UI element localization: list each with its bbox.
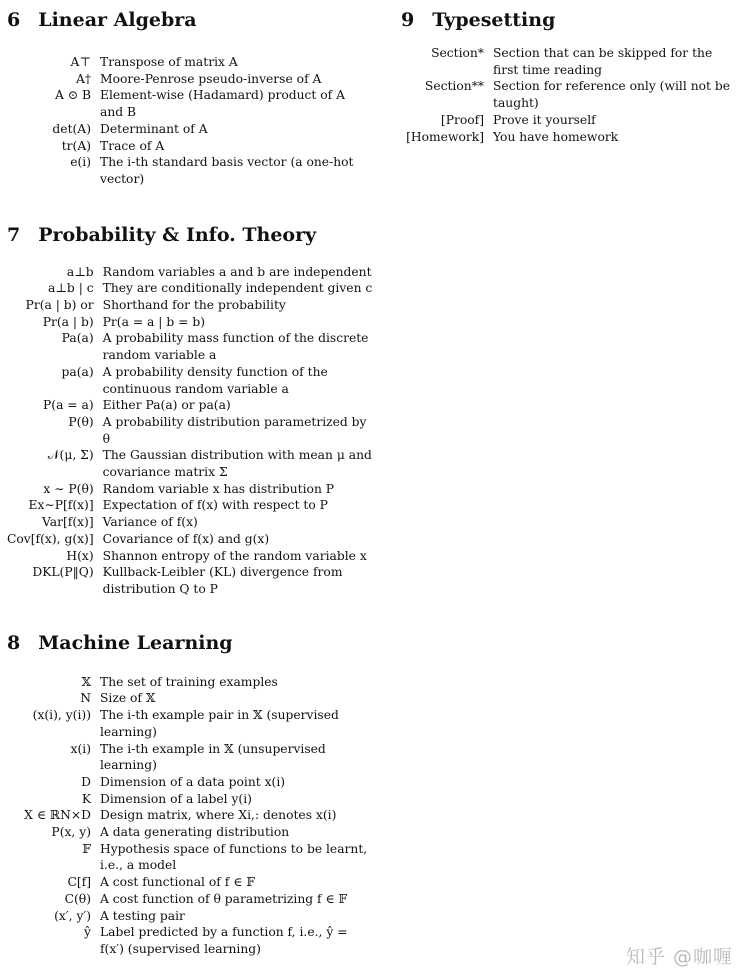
notation-symbol: P(θ) xyxy=(68,414,94,429)
section-title: Linear Algebra xyxy=(38,9,197,31)
notation-row xyxy=(7,314,373,331)
notation-row xyxy=(401,45,739,78)
notation-row xyxy=(7,891,370,908)
notation-row xyxy=(7,414,373,447)
section-heading xyxy=(7,224,387,246)
notation-row xyxy=(7,447,373,480)
notation-desc: A probability distribution parametrized by θ xyxy=(102,414,367,446)
notation-row xyxy=(7,280,373,297)
section-heading xyxy=(401,9,747,31)
notation-row xyxy=(7,841,370,874)
notation-symbol: ŷ xyxy=(84,925,91,940)
notation-symbol: Pa(a) xyxy=(61,331,94,346)
notation-symbol: 𝒩(μ, Σ) xyxy=(47,448,94,463)
notation-symbol: tr(A) xyxy=(61,138,91,153)
notation-desc: The i-th example in 𝕏 (unsupervised learning) xyxy=(100,741,326,773)
section-number: 8 xyxy=(7,631,21,654)
notation-symbol: det(A) xyxy=(52,121,91,136)
notation-desc: Prove it yourself xyxy=(493,112,596,127)
section-title: Typesetting xyxy=(432,9,556,31)
notation-row xyxy=(7,564,373,597)
notation-desc: Design matrix, where Xi,: denotes x(i) xyxy=(100,808,337,823)
notation-row xyxy=(7,264,373,281)
notation-row xyxy=(7,330,373,363)
notation-desc: Random variables a and b are independent xyxy=(102,264,372,279)
notation-row xyxy=(7,481,373,498)
section-number: 6 xyxy=(7,9,21,31)
notation-symbol: Pr(a | b) or xyxy=(25,298,94,313)
notation-desc: Shorthand for the probability xyxy=(102,298,286,313)
notation-symbol: P(a = a) xyxy=(43,398,94,413)
notation-symbol: H(x) xyxy=(66,548,94,563)
notation-row xyxy=(7,297,373,314)
notation-row xyxy=(7,807,370,824)
notation-row xyxy=(7,364,373,397)
notation-row xyxy=(7,824,370,841)
section-title: Machine Learning xyxy=(38,631,233,654)
notation-desc: Trace of A xyxy=(100,138,165,153)
notation-desc: Size of 𝕏 xyxy=(100,691,156,706)
notation-row xyxy=(7,674,370,691)
notation-symbol: A⊤ xyxy=(70,55,91,69)
notation-desc: The i-th example pair in 𝕏 (supervised learning) xyxy=(100,708,339,739)
notation-table xyxy=(7,264,373,598)
notation-table xyxy=(401,45,739,145)
notation-row xyxy=(7,707,370,740)
notation-symbol: a⊥b xyxy=(66,264,94,279)
notation-desc: Random variable x has distribution P xyxy=(102,481,335,496)
notation-row xyxy=(7,71,370,88)
notation-row xyxy=(7,908,370,925)
notation-desc: They are conditionally independent given c xyxy=(102,281,373,296)
notation-desc: Covariance of f(x) and g(x) xyxy=(102,531,270,546)
notation-desc: You have homework xyxy=(493,129,619,144)
notation-symbol: x(i) xyxy=(70,741,91,756)
notation-symbol: a⊥b | c xyxy=(48,281,94,296)
notation-desc: Element-wise (Hadamard) product of A and B xyxy=(100,88,346,120)
notation-symbol: D xyxy=(81,774,91,789)
section-typesetting xyxy=(401,9,747,145)
notation-symbol: e(i) xyxy=(70,155,91,170)
notation-symbol: A† xyxy=(75,71,91,86)
notation-symbol: Section** xyxy=(424,79,484,94)
section-machine-learning xyxy=(7,632,387,958)
notation-symbol: 𝕏 xyxy=(81,674,91,689)
notation-symbol: 𝔽 xyxy=(82,841,91,856)
notation-desc: A data generating distribution xyxy=(100,825,290,840)
notation-desc: The i-th standard basis vector (a one-hot vector) xyxy=(100,155,354,186)
watermark: 知乎 @咖喱 xyxy=(625,946,733,968)
notation-symbol: pa(a) xyxy=(61,364,94,379)
notation-symbol: A ⊙ B xyxy=(54,88,91,103)
notation-desc: A cost function of θ parametrizing f ∈ 𝔽 xyxy=(100,891,348,906)
section-number: 7 xyxy=(7,223,21,246)
notation-desc: Kullback-Leibler (KL) divergence from distribution Q to P xyxy=(102,565,343,596)
notation-desc: The Gaussian distribution with mean μ and covariance matrix Σ xyxy=(102,448,372,480)
notation-desc: A testing pair xyxy=(100,908,185,923)
notation-row xyxy=(401,129,739,146)
notation-symbol: DKL(P‖Q) xyxy=(32,565,94,580)
section-heading xyxy=(7,632,387,654)
notation-row xyxy=(7,154,370,187)
notation-desc: Section for reference only (will not be taught) xyxy=(493,79,731,111)
notation-table xyxy=(7,674,370,958)
notation-row xyxy=(401,112,739,129)
notation-symbol: Ex∼P[f(x)] xyxy=(28,498,94,513)
notation-desc: A probability density function of the continuous random variable a xyxy=(102,364,328,396)
notation-row xyxy=(7,690,370,707)
notation-row xyxy=(401,78,739,111)
notation-desc: The set of training examples xyxy=(100,674,278,689)
notation-symbol: (x′, y′) xyxy=(54,908,91,923)
notation-desc: Moore-Penrose pseudo-inverse of A xyxy=(100,71,322,86)
notation-row xyxy=(7,54,370,71)
section-number: 9 xyxy=(401,9,415,31)
notation-symbol: C[f] xyxy=(67,875,91,890)
notation-symbol: [Proof] xyxy=(440,112,484,127)
section-heading xyxy=(7,9,387,31)
notation-table xyxy=(7,54,370,188)
notation-row xyxy=(7,121,370,138)
notation-desc: Transpose of matrix A xyxy=(100,55,238,69)
notation-symbol: K xyxy=(81,791,91,806)
notation-symbol: Section* xyxy=(431,46,484,60)
notation-desc: Pr(a = a | b = b) xyxy=(102,314,206,329)
notation-desc: Label predicted by a function f, i.e., ŷ = f(x′) (supervised learning) xyxy=(100,925,348,956)
notation-symbol: Var[f(x)] xyxy=(42,515,94,530)
notation-row xyxy=(7,874,370,891)
notation-desc: A probability mass function of the discrete random variable a xyxy=(102,331,369,363)
notation-row xyxy=(7,774,370,791)
notation-row xyxy=(7,514,373,531)
section-linear-algebra xyxy=(7,9,387,188)
notation-desc: Expectation of f(x) with respect to P xyxy=(102,498,328,513)
notation-symbol: x ∼ P(θ) xyxy=(43,481,94,496)
notation-row xyxy=(7,497,373,514)
notation-row xyxy=(7,924,370,957)
notation-symbol: C(θ) xyxy=(64,891,91,906)
notation-row xyxy=(7,548,373,565)
notation-row xyxy=(7,741,370,774)
notation-symbol: (x(i), y(i)) xyxy=(32,708,91,723)
notation-symbol: Cov[f(x), g(x)] xyxy=(7,531,94,546)
section-title: Probability & Info. Theory xyxy=(38,223,317,246)
notation-desc: Dimension of a label y(i) xyxy=(100,791,252,806)
notation-symbol: P(x, y) xyxy=(51,825,91,840)
notation-symbol: Pr(a | b) xyxy=(42,314,94,329)
notation-desc: Hypothesis space of functions to be learnt, i.e., a model xyxy=(100,841,368,873)
notation-row xyxy=(7,397,373,414)
notation-desc: Section that can be skipped for the first time reading xyxy=(493,46,713,77)
notation-desc: Either Pa(a) or pa(a) xyxy=(102,398,231,413)
notation-row xyxy=(7,87,370,120)
notation-desc: Shannon entropy of the random variable x xyxy=(102,548,367,563)
notation-desc: Dimension of a data point x(i) xyxy=(100,774,286,789)
notation-symbol: N xyxy=(80,691,91,706)
notation-row xyxy=(7,531,373,548)
notation-desc: A cost functional of f ∈ 𝔽 xyxy=(100,875,255,890)
section-probability xyxy=(7,224,387,598)
notation-row xyxy=(7,791,370,808)
notation-symbol: [Homework] xyxy=(406,129,484,144)
notation-row xyxy=(7,138,370,155)
notation-desc: Variance of f(x) xyxy=(102,515,198,530)
notation-symbol: X ∈ ℝN×D xyxy=(24,808,91,823)
notation-desc: Determinant of A xyxy=(100,121,208,136)
